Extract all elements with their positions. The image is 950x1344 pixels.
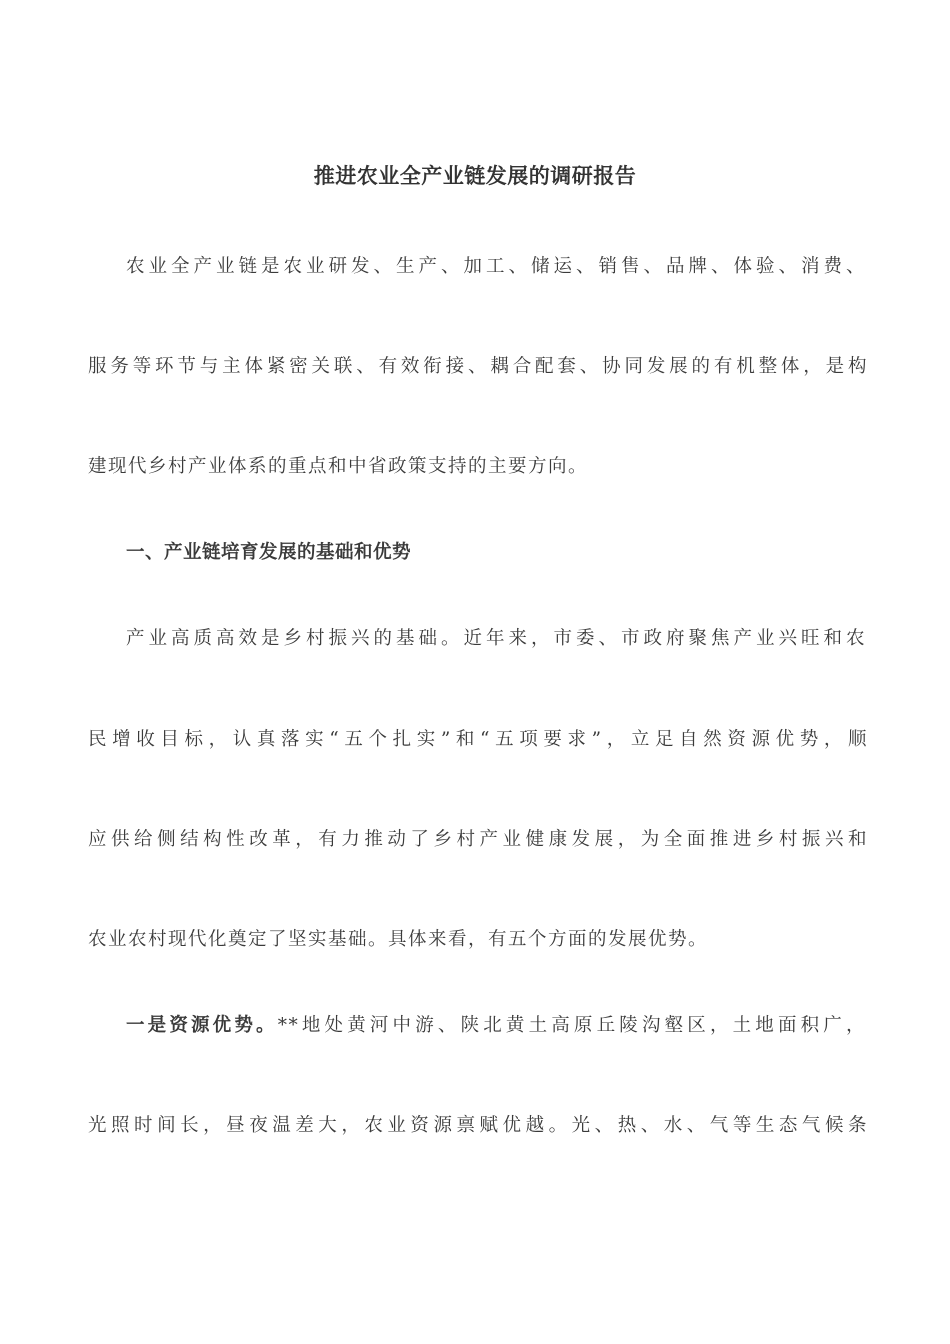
section1-line-4: 农业农村现代化奠定了坚实基础。具体来看，有五个方面的发展优势。 [88, 929, 709, 950]
point1-text: **地处黄河中游、陕北黄土高原丘陵沟壑区，土地面积广， [277, 1015, 866, 1036]
point1-line-1 [126, 1011, 866, 1041]
document-title: 推进农业全产业链发展的调研报告 [313, 164, 637, 188]
section1-line-2: 民增收目标，认真落实“五个扎实”和“五项要求”，立足自然资源优势，顺 [88, 729, 868, 750]
section1-line-1: 产业高质高效是乡村振兴的基础。近年来，市委、市政府聚焦产业兴旺和农 [126, 628, 866, 649]
intro-line-2: 服务等环节与主体紧密关联、有效衔接、耦合配套、协同发展的有机整体，是构 [88, 356, 868, 377]
point1-line-2: 光照时间长，昼夜温差大，农业资源禀赋优越。光、热、水、气等生态气候条 [88, 1115, 868, 1136]
section1-line-3: 应供给侧结构性改革，有力推动了乡村产业健康发展，为全面推进乡村振兴和 [88, 829, 868, 850]
point1-lead: 一是资源优势。 [126, 1015, 278, 1036]
intro-line-3: 建现代乡村产业体系的重点和中省政策支持的主要方向。 [88, 456, 589, 477]
intro-line-1: 农业全产业链是农业研发、生产、加工、储运、销售、品牌、体验、消费、 [126, 256, 866, 277]
section-heading-1: 一、产业链培育发展的基础和优势 [126, 542, 412, 563]
